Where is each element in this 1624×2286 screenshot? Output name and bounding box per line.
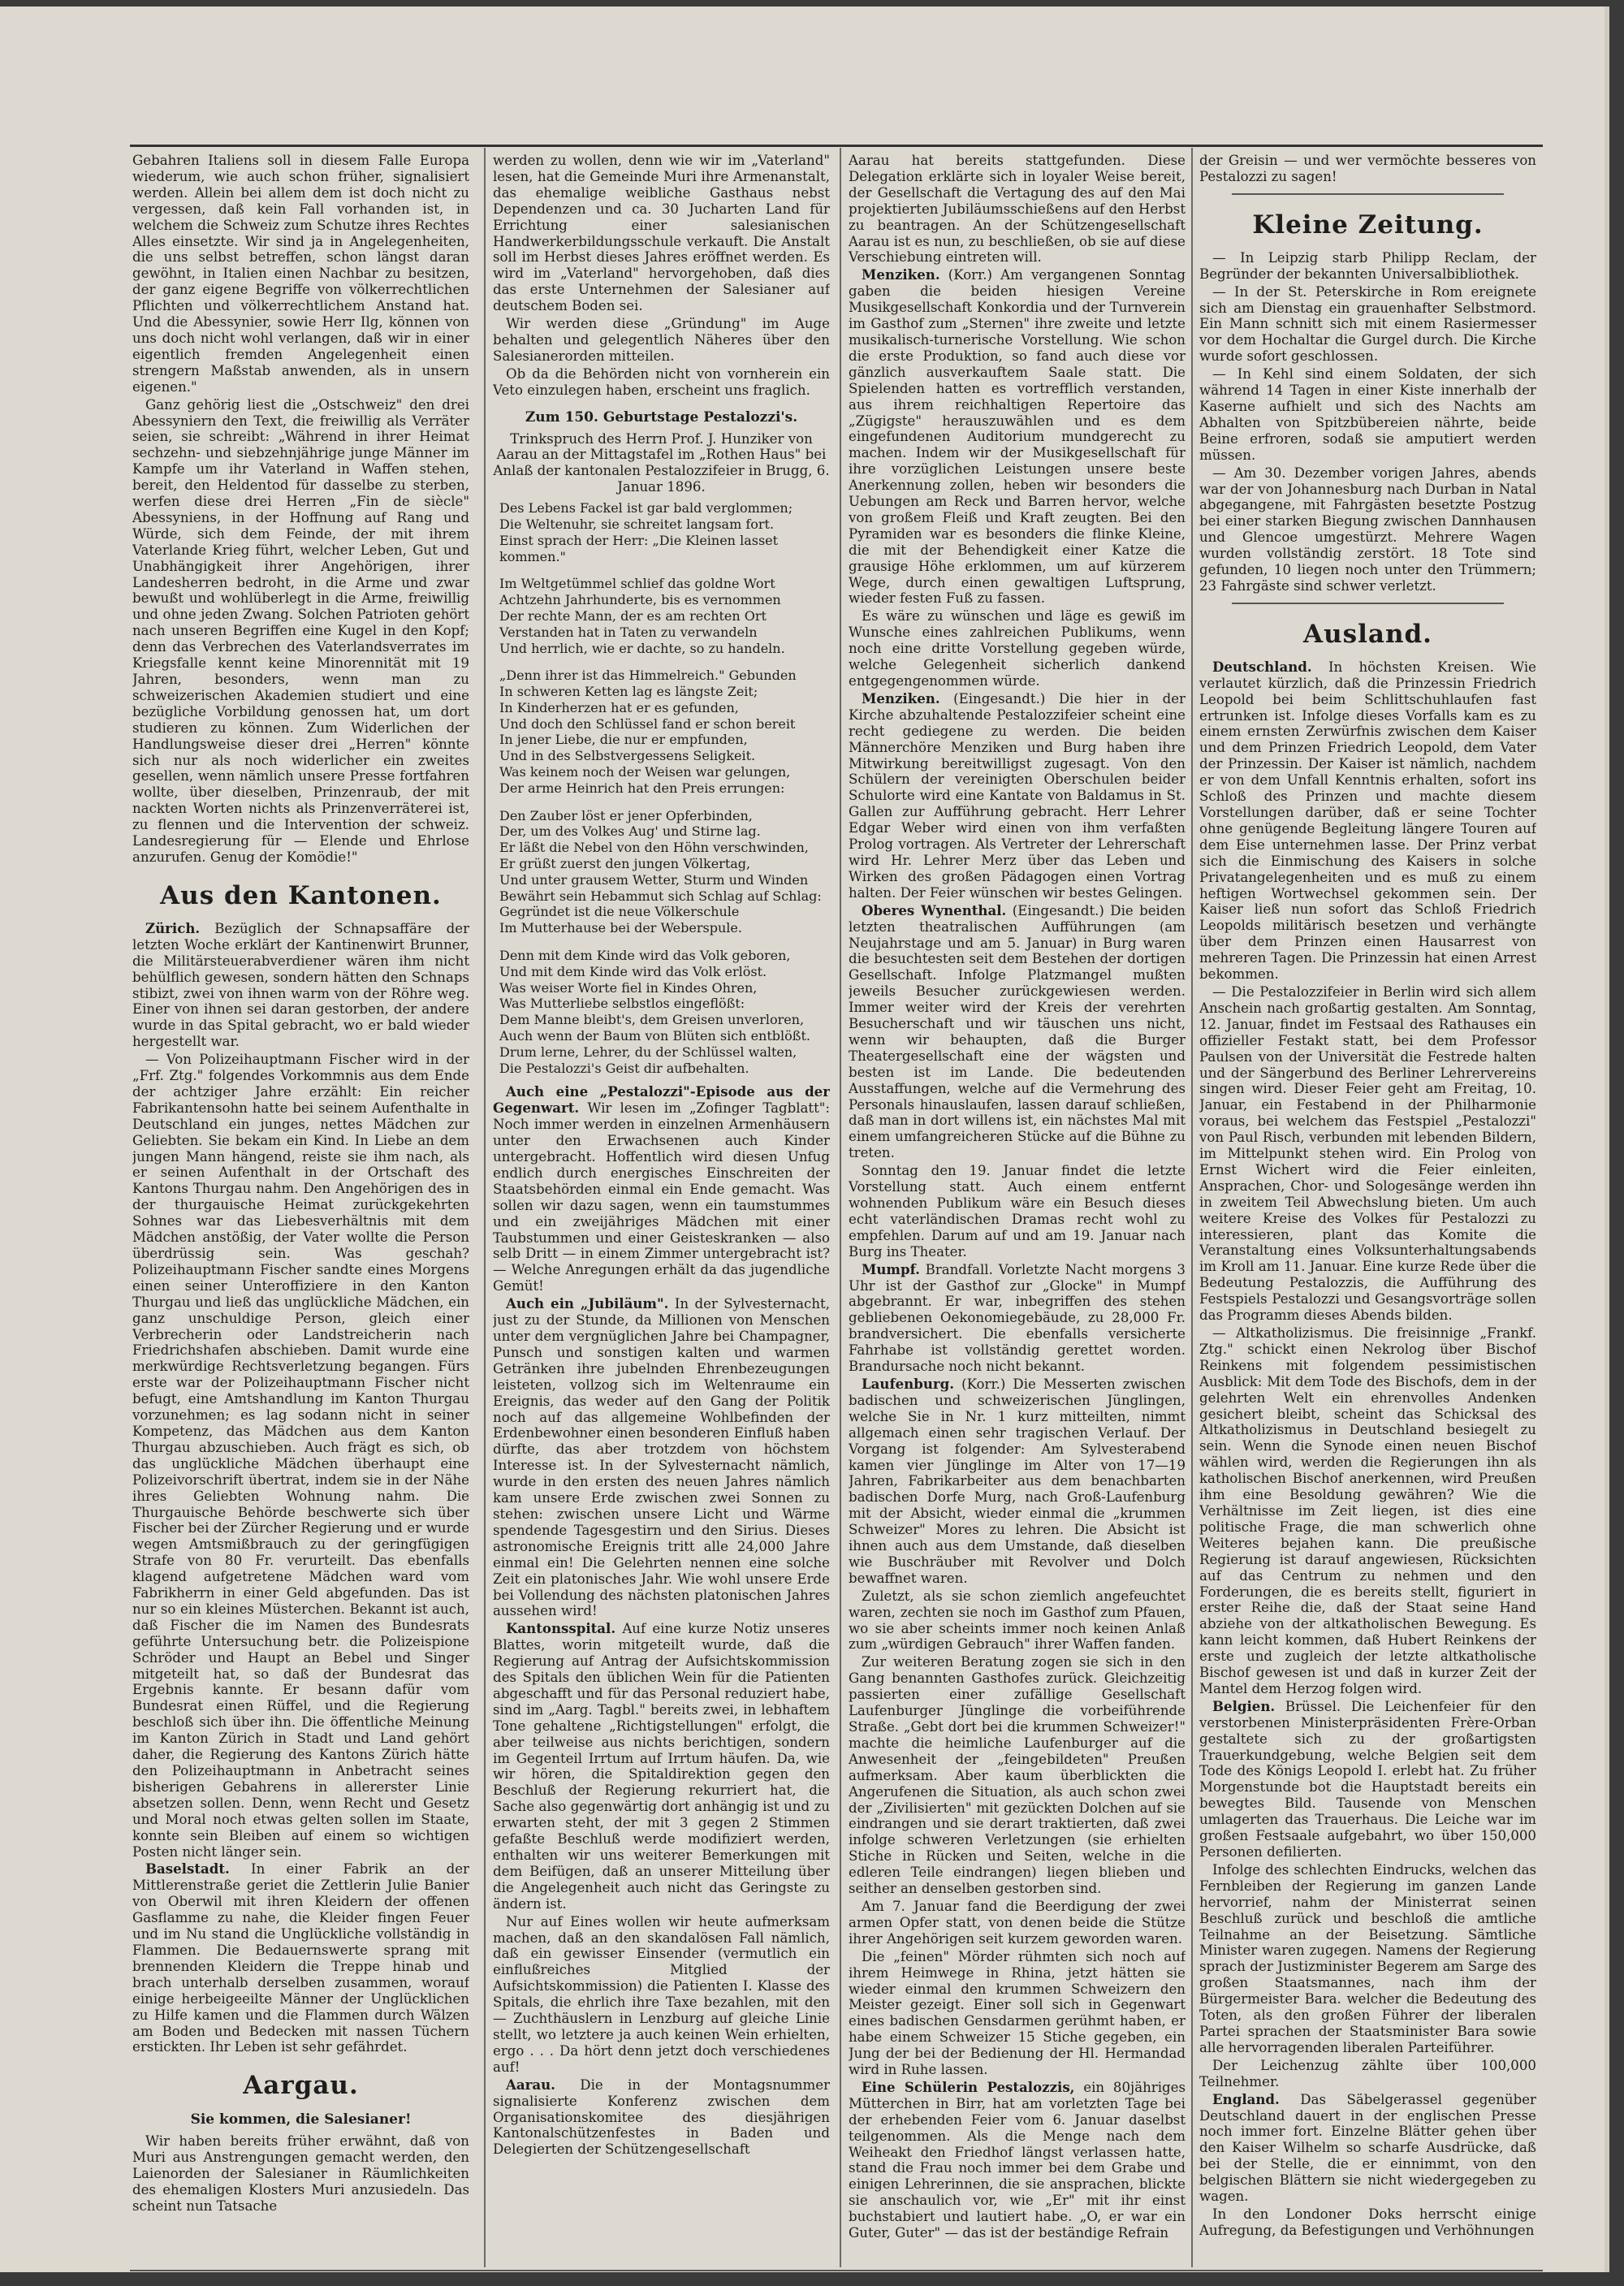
poem-line: Bewährt sein Hebammut sich Schlag auf Schlag: xyxy=(499,888,822,904)
poem-line: Was keinem noch der Weisen war gelungen, xyxy=(499,764,791,780)
section-heading: Aargau. xyxy=(243,2071,359,2101)
article-headline: Zum 150. Geburtstage Pestalozzi's. xyxy=(525,408,798,426)
poem-line: Dem Manne bleibt's, dem Greisen unverloren, xyxy=(499,1012,805,1028)
article-text: Die in der Montagsnummer signalisierte Konferenz zwischen dem Organisationskomitee des diesjährigen Kantonalschützenfestes in Baden und Delegierten der Schützengesellschaft xyxy=(493,2076,830,2158)
country-name: Deutschland. xyxy=(1212,658,1312,675)
article-text: — In Leipzig starb Philipp Reclam, der Begründer der bekannten Universalbibliothek. xyxy=(1199,249,1536,282)
poem-line: Den Zauber löst er jener Opferbinden, xyxy=(499,807,753,823)
column-2 xyxy=(493,153,830,2159)
poem-line: Drum lerne, Lehrer, du der Schlüssel walten, xyxy=(499,1044,797,1060)
place-name: Baselstadt. xyxy=(145,1860,230,1878)
poem-line: In schweren Ketten lag es längste Zeit; xyxy=(499,684,758,700)
poem-line: Und mit dem Kinde wird das Volk erlöst. xyxy=(499,963,767,979)
poem-line: Er läßt die Nebel von den Höhn verschwinden, xyxy=(499,840,809,856)
article-text: (Korr.) Die Messerten zwischen badischen und schweizerischen Jünglingen, welche Sie in Nr. 1 kurz mitteilten, nimmt allgemach einen sehr tragischen Verlauf. Der Vorgang ist folgender: Am Sylvesterabend kamen vier Jünglinge im Alter von 17—19 Jahren, Fabrikarbeiter aus dem benachbarten badischen Dorfe Murg, nach Groß-Laufenburg mit der Absicht, wieder einmal die „krummen Schweizer" Mores zu lehren. Die Absicht ist ihnen auch aus dem Umstande, daß dieselben wie Buschräuber mit Revolver und Dolch bewaffnet waren. xyxy=(849,1376,1186,1586)
article-text: Infolge des schlechten Eindrucks, welchen das Fernbleiben der Regierung im ganzen Lande hervorrief, nahm der Ministerrat seinen Beschluß zurück und beschloß die amtliche Teilnahme an der Beisetzung. Sämtliche Minister waren zugegen. Namens der Regierung sprach der Justizminister Begerem am Sarge des großen Staatsmannes, nach ihm der Bürgermeister Bara. welcher die Bedeutung des Toten, als den großen Führer der liberalen Partei sprachen der Staatsminister Bara sowie alle hervorragenden liberalen Parteiführer. xyxy=(1199,1861,1536,2055)
article-text: — Von Polizeihauptmann Fischer wird in der „Frf. Ztg." folgendes Vorkommnis aus dem Ende der achtziger Jahre erzählt: Ein reicher Fabrikantensohn hatte bei seinem Aufenthalte in Deutschland ein junges, nettes Mädchen zur Geliebten. Sie bekam ein Kind. In Liebe an dem jungen Mann hängend, reiste sie ihm nach, als er seinen Aufenthalt in der Ortschaft des Kantons Thurgau nahm. Den Angehörigen des in der thurgauische Heimat zurückgekehrten Sohnes war das Liebesverhältnis mit dem Mädchen anstößig, der Vater wollte die Person überdrüssig sein. Was geschah? Polizeihauptmann Fischer sandte eines Morgens einen seiner Unteroffiziere in den Kanton Thurgau und ließ das unglückliche Mädchen, ein ganz unschuldige Person, gleich einer Verbrecherin oder Landstreicherin nach Friedrichshafen abschieben. Damit wurde eine merkwürdige Rechtsverletzung begangen. Fürs erste war der Polizeihauptmann Fischer nicht befugt, eine Amtshandlung im Kanton Thurgau vorzunehmen; es lag sodann nicht in seiner Kompetenz, das Mädchen aus dem Kanton Thurgau abzuschieben. Auch frägt es sich, ob das unglückliche Mädchen überhaupt eine Polizeivorschrift übertrat, indem sie in der Nähe ihres Geliebten Wohnung nahm. Die Thurgauische Behörde beschwerte sich über Fischer bei der Zürcher Regierung und er wurde wegen Amtsmißbrauch zu der geringfügigen Strafe von 80 Fr. verurteilt. Das ebenfalls klagend aufgetretene Mädchen ward vom Fabrikherrn in einer Geld abgefunden. Das ist nur so ein kleines Müsterchen. Bekannt ist auch, daß Fischer die im Namen des Bundesrats geführte Untersuchung betr. die Polizeispione Schröder und Haupt an Bebel und Singer mitgeteilt hat, so daß der Bundesrat das Ergebnis kannte. Er besann dafür vom Bundesrat einen Rüffel, und die Regierung beschloß sich über ihn. Die öffentliche Meinung im Kanton Zürich in Stadt und Land gehört daher, die Regierung des Kantons Zürich hätte den Polizeihauptmann in Anbetracht seines bisherigen Gebahrens in allererster Linie absetzen sollen. Denn, wenn Recht und Gesetz und Moral noch etwas gelten sollen im Staate, konnte sein Bleiben auf einem so wichtigen Posten nicht länger sein. xyxy=(132,1052,469,1860)
article-text: — In Kehl sind einem Soldaten, der sich während 14 Tagen in einer Kiste innerhalb der Kaserne aufhielt und sich des Nachts am Abhalten von Spitzbübereien nährte, beide Beine erfroren, sodaß sie amputiert werden müssen. xyxy=(1199,366,1536,463)
article-text: Wir werden diese „Gründung" im Auge behalten und gelegentlich Näheres über den Salesianerorden mitteilen. xyxy=(493,316,830,364)
article-text: Aarau hat bereits stattgefunden. Diese Delegation erklärte sich in loyaler Weise bereit, der Gesellschaft die Vertagung des auf den Mai projektierten Jubiläumsschießens auf den Herbst zu beantragen. An der Schützengesellschaft Aarau ist es nun, zu beschließen, ob sie auf diese Verschiebung eintreten will. xyxy=(849,153,1186,266)
article-text: Zuletzt, als sie schon ziemlich angefeuchtet waren, zechten sie noch im Gasthof zum Pfauen, wo sie aber scheints immer noch keinen Anlaß zum „würdigen Gebrauch" ihrer Waffen fanden. xyxy=(849,1588,1186,1653)
poem-line: Auch wenn der Baum von Blüten sich entblößt. xyxy=(499,1028,810,1044)
article-text: In höchsten Kreisen. Wie verlautet kürzlich, daß die Prinzessin Friedrich Leopold bei beim Schlittschuhlaufen fast ertrunken ist. Infolge dieses Vorfalls kam es zu einem ernsten Zerwürfnis zwischen dem Kaiser und dem Prinzen Friedrich Leopold, dem Vater der Prinzessin. Der Kaiser ist nämlich, nachdem er von dem Unfall Kenntnis erhalten, sofort ins Schloß des Prinzen und machte diesem Vorstellungen darüber, daß er seine Tochter ohne genügende Begleitung längere Touren auf dem Eise unternehmen lasse. Der Prinz verbat sich die Einmischung des Kaisers in solche Privatangelegenheiten und es muß zu einem heftigen Wortwechsel gekommen sein. Der Kaiser ließ nun sofort das Schloß Friedrich Leopolds militärisch besetzen und verhängte über dem Prinzen einen Hausarrest von mehreren Tagen. Die Prinzessin hat einen Arrest bekommen. xyxy=(1199,659,1536,983)
article-headline: Sie kommen, die Salesianer! xyxy=(190,2111,412,2128)
article-text: Es wäre zu wünschen und läge es gewiß im Wunsche eines zahlreichen Publikums, wenn noch eine dritte Vorstellung gegeben würde, welche Gelegenheit sicherlich dankend entgegengenommen würde. xyxy=(849,608,1186,689)
article-text: (Korr.) Am vergangenen Sonntag gaben die beiden hiesigen Vereine Musikgesellschaft Konkordia und der Turnverein im Gasthof zum „Sternen" ihre zweite und letzte musikalisch-turnerische Vorstellung. Wie schon die erste Produktion, so fand auch diese vor gänzlich ausverkauftem Saale statt. Die Spielenden hatten es vortrefflich verstanden, aus ihrem reichhaltigen Repertoire das „Zügigste" herauszuwählen und es dem eingefundenen Auditorium mundgerecht zu machen. Indem wir der Musikgesellschaft für ihre vorzüglichen Leistungen unsere beste Anerkennung zollen, heben wir besonders die Uebungen am Reck und Barren hervor, welche von großem Fleiß und Kraft zeugten. Bei den Pyramiden war es besonders die flinke Kleine, die mit der Behendigkeit einer Katze die grausige Höhe erklommen, um auf kürzerem Wege, durch einen gewaltigen Luftsprung, wieder festen Fuß zu fassen. xyxy=(849,267,1186,607)
poem-line: Achtzehn Jahrhunderte, bis es vernommen xyxy=(499,592,781,608)
column-divider xyxy=(840,148,841,2267)
article-text: Am 7. Januar fand die Beerdigung der zwei armen Opfer statt, von denen beide die Stütze ihrer Angehörigen seit kurzem geworden waren. xyxy=(849,1898,1186,1947)
article-text: Der Leichenzug zählte über 100,000 Teilnehmer. xyxy=(1199,2057,1536,2089)
top-rule xyxy=(130,145,1543,147)
poem-line: Gegründet ist die neue Völkerschule xyxy=(499,904,740,920)
article-text: der Greisin — und wer vermöchte besseres von Pestalozzi zu sagen! xyxy=(1199,153,1536,184)
article-text: Gebahren Italiens soll in diesem Falle Europa wiederum, wie auch schon früher, signalisiert werden. Allein bei allem dem ist doch nicht zu vergessen, daß kein Fall vorhanden ist, in welchem die Schweiz zum Schutze ihres Rechtes Alles einsetzte. Wir sind ja in Angelegenheiten, die uns selbst betreffen, schon längst daran gewöhnt, in Italien einen Nachbar zu besitzen, der ganz eigene Begriffe von völkerrechtlichen Pflichten und völkerrechtlichem Anstand hat. Und die Abessynier, sowie Herr Ilg, können von uns doch nicht wohl verlangen, daß wir in einer eigentlich fremden Angelegenheit einen strengern Maßstab anwenden, als in unsern eigenen." xyxy=(132,153,469,395)
article-text: In einer Fabrik an der Mittlerenstraße geriet die Zettlerin Julie Banier von Oberwil mit ihren Kleidern der offenen Gasflamme zu nahe, die Kleider fingen Feuer und im Nu stand die Unglückliche vollständig in Flammen. Die Bedauernswerte sprang mit brennenden Kleidern die Treppe hinab und brach unterhalb derselben zusammen, worauf einige herbeigeeilte Männer der Unglücklichen zu Hilfe kamen und die Flammen durch Wälzen am Boden und Bedecken mit nassen Tüchern erstickten. Ihr Leben ist sehr gefährdet. xyxy=(132,1861,469,2055)
section-heading: Kleine Zeitung. xyxy=(1252,210,1484,240)
page-edge xyxy=(1605,6,1609,2272)
article-text: Auf eine kurze Notiz unseres Blattes, worin mitgeteilt wurde, daß die Regierung auf Antrag der Aufsichtskommission des Spitals den üblichen Wein für die Patienten abgeschafft und für das Personal reduziert habe, sind im „Aarg. Tagbl." bereits zwei, in lebhaftem Tone gehaltene „Richtigstellungen" erfolgt, die aber teilweise aus nichts berichtigen, sondern im Gegenteil Irrtum auf Irrtum häufen. Da, wie wir hören, die Spitaldirektion gegen den Beschluß der Regierung rekurriert hat, die Sache also gegenwärtig dort anhängig ist und zu erwarten steht, der mit 3 gegen 2 Stimmen gefaßte Beschluß werde modifiziert werden, enthalten wir uns weiterer Bemerkungen mit dem Beifügen, daß an unserer Mitteilung über die Angelegenheit auch nicht das Geringste zu ändern ist. xyxy=(493,1621,830,1912)
divider xyxy=(1232,193,1504,195)
article-text: Ob da die Behörden nicht von vornherein ein Veto einzulegen haben, erscheint uns fraglich. xyxy=(493,365,830,398)
place-name: Menziken. xyxy=(862,689,940,707)
poem-line: Und doch den Schlüssel fand er schon bereit xyxy=(499,715,796,732)
article-text: — In der St. Peterskirche in Rom ereignete sich am Dienstag ein grauenhafter Selbstmord. Ein Mann schnitt sich mit einem Rasiermesser vor dem Hochaltar die Gurgel durch. Die Kirche wurde sofort geschlossen. xyxy=(1199,283,1536,365)
column-divider xyxy=(484,148,486,2267)
article-text: Wir lesen im „Zofinger Tagblatt": Noch immer werden in einzelnen Armenhäusern unter den Erwachsenen auch Kinder untergebracht. Hoffentlich wird diesen Unfug endlich durch energisches Einschreiten der Staatsbehörden einmal ein Ende gemacht. Was sollen wir dazu sagen, wenn ein taumstummes und ein zweijähriges Mädchen mit einer Taubstummen und einer Geisteskranken — also selb Dritt — in einem Zimmer untergebracht ist? — Welche Anregungen erhält da das jugendliche Gemüt! xyxy=(493,1100,830,1294)
section-heading: Aus den Kantonen. xyxy=(160,880,442,910)
poem xyxy=(499,500,830,1076)
article-text: Brüssel. Die Leichenfeier für den verstorbenen Ministerpräsidenten Frère-Orban gestaltete sich zu der großartigsten Trauerkundgebung, welche Belgien seit dem Tode des Königs Leopold I. erlebt hat. Zu früher Morgenstunde bot die Hauptstadt bereits ein bewegtes Bild. Tausende von Menschen umlagerten das Trauerhaus. Die Leiche war im großen Festsaale aufgebahrt, wo über 150,000 Personen defilierten. xyxy=(1199,1698,1536,1860)
column-divider xyxy=(1191,148,1193,2267)
article-text: Ganz gehörig liest die „Ostschweiz" den drei Abessyniern den Text, die freiwillig als Verräter seien, sie schreibt: „Während in ihrer Heimat sechzehn- und siebzehnjährige junge Männer im Kampfe um ihr Vaterland in Waffen stehen, bereit, den Heldentod für dasselbe zu sterben, werfen diese drei Herren „Fin de siècle" Abessyniens, in der Hoffnung auf Rang und Würde, sich dem Feinde, der mit ihrem Vaterlande Krieg führt, welcher Leben, Gut und Unabhängigkeit ihrer Angehörigen, ihrer Landesherren bedroht, in die Arme und zwar bewußt und wohlüberlegt in die Arme, freiwillig und ohne jeden Zwang. Solchen Patrioten gehört nach unseren Begriffen eine Kugel in den Kopf; denn das Verbrechen des Vaterlandsverrates im Kriegsfalle kennt keine Minorennität mit 19 Jahren, besonders, wenn man zu schweizerischen Akademien studiert und eine bezügliche Vorbildung genossen hat, um dort studieren zu können. Zum Widerlichen der Handlungsweise dieser drei „Herren" könnte sich nur als noch widerlicher ein zweites gesellen, wenn nämlich unsere Presse fortfahren wollte, über dieselben, Prinzenraub, der mit nackten Worten nichts als Prinzenverräterei ist, zu flennen und die Intervention der schweiz. Landesregierung für — Elende und Ehrlose anzurufen. Genug der Komödie!" xyxy=(132,396,469,865)
place-name: Zürich. xyxy=(145,919,201,936)
poem-line: Er grüßt zuerst den jungen Völkertag, xyxy=(499,856,751,872)
poem-line: Im Mutterhause bei der Weberspule. xyxy=(499,920,742,936)
section-heading: Ausland. xyxy=(1303,619,1432,649)
poem-line: Des Lebens Fackel ist gar bald verglommen; xyxy=(499,500,793,516)
article-text: Das Säbelgerassel gegenüber Deutschland dauert in der englischen Presse noch immer fort. Einzelne Blätter gehen über den Kaiser Wilhelm so scharfe Ausdrücke, daß bei der Stelle, die er einnimmt, von den belgischen Blättern sie nicht wiedergegeben zu wagen. xyxy=(1199,2091,1536,2205)
article-text: Nur auf Eines wollen wir heute aufmerksam machen, daß an den skandalösen Fall nämlich, daß ein gewisser Einsender (vermutlich ein einflußreiches Mitglied der Aufsichtskommission) die Patienten I. Klasse des Spitals, die ehrlich ihre Taxe bezahlen, mit den — Zuchthäuslern in Lenzburg auf gleiche Linie stellt, wo letztere ja auch keinen Wein erhielten, ergo . . . Da hört denn jetzt doch verschiedenes auf! xyxy=(493,1913,830,2075)
article-text: (Eingesandt.) Die beiden letzten theatralischen Aufführungen (am Neujahrstage und am 5. Januar) in Burg waren die besuchtesten seit dem Bestehen der dortigen Gesellschaft. Infolge Platzmangel mußten jeweils Besucher zurückgewiesen werden. Immer weiter wird der Kreis der verehrten Besucherschaft und wir täuschen uns nicht, wenn wir behaupten, daß die Burger Theatergesellschaft eine der wägsten und besten ist im Lande. Die bedeutenden Ausstaffungen, welche auf die Vermehrung des Personals hinauslaufen, lassen darauf schließen, daß man in dort willens ist, ein nächstes Mal mit einem umfangreicheren Stücke auf die Bühne zu treten. xyxy=(849,902,1186,1161)
poem-line: In jener Liebe, die nur er empfunden, xyxy=(499,732,748,748)
poem-line: Denn mit dem Kinde wird das Volk geboren, xyxy=(499,948,791,964)
poem-line: Einst sprach der Herr: „Die Kleinen lasset kommen." xyxy=(499,532,779,564)
poem-line: Verstanden hat in Taten zu verwandeln xyxy=(499,624,758,640)
article-text: In der Sylvesternacht, just zu der Stunde, da Millionen von Menschen unter dem vergnüglichen Jahre bei Champagner, Punsch und sonstigen kalten und warmen Getränken ihre jubelnden Ehrenbezeugungen leisteten, vollzog sich im Weltenraume ein Ereignis, das weder auf den Gang der Politik noch auf das allgemeine Wohlbefinden der Erdenbewohner einen besonderen Einfluß haben dürfte, das aber trotzdem von höchstem Interesse ist. In der Sylvesternacht nämlich, wurde in den ersten des neuen Jahres nämlich kam unsere Erde zwischen zwei Sonnen zu stehen: zwischen unsere Licht und Wärme spendende Tagesgestirn und den Sirius. Dieses astronomische Ereignis tritt alle 24,000 Jahre einmal ein! Die Gelehrten nennen eine solche Zeit ein platonisches Jahr. Wie wohl unsere Erde bei Vollendung des nächsten platonischen Jahres aussehen wird! xyxy=(493,1296,830,1619)
poem-line: Was Mutterliebe selbstlos eingeflößt: xyxy=(499,996,745,1012)
article-text: — Altkatholizismus. Die freisinnige „Frankf. Ztg." schickt einen Nekrolog über Bischof Reinkens mit folgendem pessimistischen Ausblick: Mit dem Tode des Bischofs, dem in der gelehrten Welt ein ehrenvolles Andenken gesichert bleibt, scheint das Schicksal des Altkatholizismus in Deutschland besiegelt zu sein. Wenn die Synode einen neuen Bischof wählen wird, werden die Regierungen ihn als katholischen Bischof anerkennen, wird Preußen ihm eine Besoldung gewähren? Wie die Verhältnisse im Zeit liegen, ist dies eine politische Frage, die man schwerlich ohne Weiteres bejahen kann. Die preußische Regierung ist darauf angewiesen, Rücksichten auf das Centrum zu nehmen und den Forderungen, die es bereits stellt, figuriert in erster Reihe die, daß der Staat seine Hand abziehe von der altkatholischen Bewegung. Es kann leicht kommen, daß Hubert Reinkens der erste und zugleich der letzte altkatholische Bischof gewesen ist und daß in kurzer Zeit der Mantel dem Herzog folgen wird. xyxy=(1199,1325,1536,1696)
article-text: — Am 30. Dezember vorigen Jahres, abends war der von Johannesburg nach Durban in Natal abgegangene, mit Fahrgästen besetzte Postzug bei einer starken Biegung zwischen Dannhausen und Glencoe umgestürzt. Mehrere Wagen wurden vollständig zerstört. 18 Tote sind gefunden, 10 liegen noch unter den Trümmern; 23 Fahrgäste sind schwer verletzt. xyxy=(1199,465,1536,594)
poem-line: Und in des Selbstvergessens Seligkeit. xyxy=(499,748,756,764)
place-name: Laufenburg. xyxy=(862,1375,955,1392)
poem-line: „Denn ihrer ist das Himmelreich." Gebunden xyxy=(499,668,797,684)
poem-line: Der rechte Mann, der es am rechten Ort xyxy=(499,607,767,624)
country-name: Belgien. xyxy=(1212,1697,1276,1714)
poem-line: Der arme Heinrich hat den Preis errungen: xyxy=(499,780,785,796)
article-text: In den Londoner Doks herrscht einige Aufregung, da Befestigungen und Verhöhnungen xyxy=(1199,2206,1536,2238)
poem-line: Und herrlich, wie er dachte, so zu handeln. xyxy=(499,640,785,656)
article-text: (Eingesandt.) Die hier in der Kirche abzuhaltende Pestalozzifeier scheint eine recht gediegene zu werden. Die beiden Männerchöre Menziken und Burg haben ihre Mitwirkung bereitwilligst zugesagt. Von den Schülern der vereinigten Oberschulen beider Schulorte wird eine Kantate von Baldamus in St. Gallen zur Aufführung gebracht. Herr Lehrer Edgar Weber wird einen von ihm verfaßten Prolog vortragen. Als Vertreter der Lehrerschaft wird Hr. Lehrer Merz über das Leben und Wirken des großen Pädagogen einen Vortrag halten. Der Feier wünschen wir bestes Gelingen. xyxy=(849,690,1186,901)
article-text: Die „feinen" Mörder rühmten sich noch auf ihrem Heimwege in Rhina, jetzt hätten sie wieder einmal den krummen Schweizern den Meister gezeigt. Einer soll sich in Gegenwart eines badischen Gensdarmen gerühmt haben, er habe einem Schweizer 15 Stiche gegeben, ein Jung der bei der Bedienung der Hl. Hermandad wird in Ruhe lassen. xyxy=(849,1948,1186,2078)
poem-intro: Trinkspruch des Herrn Prof. J. Hunziker von Aarau an der Mittagstafel im „Rothen Haus" bei Anlaß der kantonalen Pestalozzifeier in Brugg, 6. Januar 1896. xyxy=(493,430,830,495)
poem-line: Der, um des Volkes Aug' und Stirne lag. xyxy=(499,823,761,840)
article-headline: Auch ein „Jubiläum". xyxy=(506,1295,669,1312)
place-name: Aarau. xyxy=(506,2076,555,2093)
article-text: werden zu wollen, denn wie wir im „Vaterland" lesen, hat die Gemeinde Muri ihre Armenanstalt, das ehemalige weibliche Gasthaus nebst Dependenzen und ca. 30 Jucharten Land für Errichtung einer salesianischen Handwerkerbildungsschule verkauft. Die Anstalt soll im Herbst dieses Jahres eröffnet werden. Es wird im „Vaterland" hervorgehoben, daß dies das erste Unternehmen der Salesianer auf deutschem Boden sei. xyxy=(493,153,830,314)
place-name: Mumpf. xyxy=(862,1260,920,1277)
article-headline: Kantonsspital. xyxy=(506,1620,616,1637)
place-name: Oberes Wynenthal. xyxy=(862,901,1007,918)
poem-line: In Kinderherzen hat er es gefunden, xyxy=(499,699,739,715)
article-headline: Auch eine „Pestalozzi"-Episode aus der Gegenwart. xyxy=(493,1083,830,1117)
poem-line: Die Pestalozzi's Geist dir aufbehalten. xyxy=(499,1060,749,1076)
article-text: Zur weiteren Beratung zogen sie sich in den Gang benannten Gasthofes zurück. Gleichzeitig passierten einer zufällige Gesellschaft Laufenburger Jünglinge die vorbeiführende Straße. „Gebt dort bei die krummen Schweizer!" machte die heimliche Laufenburger auf die Anwesenheit der „feingebildeten" Preußen aufmerksam. Aber kaum überblickten die Angerufenen die Situation, als auch schon zwei der „Zivilisierten" mit gezückten Dolchen auf sie eindrangen und sie derart traktierten, daß zwei infolge schweren Verletzungen (sie erhielten Stiche in Rücken und Seiten, welche in die edleren Teile eindrangen) liegen blieben und seither an denselben gestorben sind. xyxy=(849,1654,1186,1897)
column-3 xyxy=(849,153,1186,2243)
article-text: — Die Pestalozzifeier in Berlin wird sich allem Anschein nach großartig gestalten. Am Sonntag, 12. Januar, findet im Festsaal des Rathauses ein offizieller Festakt statt, bei dem Professor Paulsen von der Universität die Festrede halten und der Sängerbund des Berliner Lehrervereins singen wird. Dieser Feier geht am Freitag, 10. Januar, ein Festabend in der Philharmonie voraus, bei welchem das Festspiel „Pestalozzi" von Paul Risch, verbunden mit lebenden Bildern, im Mittelpunkt stehen wird. Ein Prolog von Ernst Wichert wird die Feier einleiten, Ansprachen, Chor- und Sologesänge werden ihn in zweitem Teil Abwechslung bieten. Um auch weitere Kreise des Volkes für Pestalozzi zu interessieren, plant das Komite die Veranstaltung eines Volksunterhaltungsabends im Kroll am 11. Januar. Eine kurze Rede über die Bedeutung Pestalozzis, die Aufführung des Festspiels Pestalozzi und Gesangsvorträge sollen das Programm dieses Abends bilden. xyxy=(1199,983,1536,1324)
column-1 xyxy=(132,153,469,2216)
poem-line: Die Weltenuhr, sie schreitet langsam fort. xyxy=(499,516,775,532)
article-text: Bezüglich der Schnapsaffäre der letzten Woche erklärt der Kantinenwirt Brunner, die Militärsteuerabverdiener wären ihm nicht behülflich gewesen, sondern hätten den Schnaps stibizt, zwei von ihnen warm von der Röhre weg. Einer von ihnen sei daran gestorben, der andere wurde in das Spital gebracht, wo er bald wieder hergestellt war. xyxy=(132,920,469,1050)
country-name: England. xyxy=(1212,2090,1280,2107)
poem-line: Was weiser Worte fiel in Kindes Ohren, xyxy=(499,979,758,996)
article-headline: Eine Schülerin Pestalozzis, xyxy=(862,2078,1075,2095)
column-4 xyxy=(1199,153,1536,2241)
article-text: ein 80jähriges Mütterchen in Birr, hat am vorletzten Tage bei der erhebenden Feier vom 6. Januar daselbst teilgenommen. Als die Menge nach dem Weiheakt den Friedhof längst verlassen hatte, stand die Frau noch immer bei dem Grabe und einigen Lehrerinnen, die sie ansprachen, blickte sie anschaulich vor, wie „Er" mit ihr einst buchstabiert und lautiert habe. „O, er war ein Guter, Guter" — das ist der beständige Refrain xyxy=(849,2079,1186,2241)
divider xyxy=(1232,603,1504,604)
place-name: Menziken. xyxy=(862,266,940,283)
article-text: Brandfall. Vorletzte Nacht morgens 3 Uhr ist der Gasthof zur „Glocke" in Mumpf abgebrannt. Er war, inbegriffen des stehen gebliebenen Oekonomiegebäude, zu 28,000 Fr. brandversichert. Die ebenfalls versicherte Fahrhabe ist vollständig gerettet worden. Brandursache noch nicht bekannt. xyxy=(849,1261,1186,1375)
article-text: Wir haben bereits früher erwähnt, daß von Muri aus Anstrengungen gemacht werden, den Laienorden der Salesianer in Räumlichkeiten des ehemaligen Klosters Muri anzusiedeln. Das scheint nun Tatsache xyxy=(132,2133,469,2214)
bottom-rule xyxy=(130,2270,1543,2271)
article-text: Sonntag den 19. Januar findet die letzte Vorstellung statt. Auch einem entfernt wohnenden Publikum wäre ein Besuch dieses echt vaterländischen Dramas recht wohl zu empfehlen. Darum auf und am 19. Januar nach Burg ins Theater. xyxy=(849,1163,1186,1260)
poem-line: Im Weltgetümmel schlief das goldne Wort xyxy=(499,576,775,592)
poem-line: Und unter grausem Wetter, Sturm und Winden xyxy=(499,871,809,888)
